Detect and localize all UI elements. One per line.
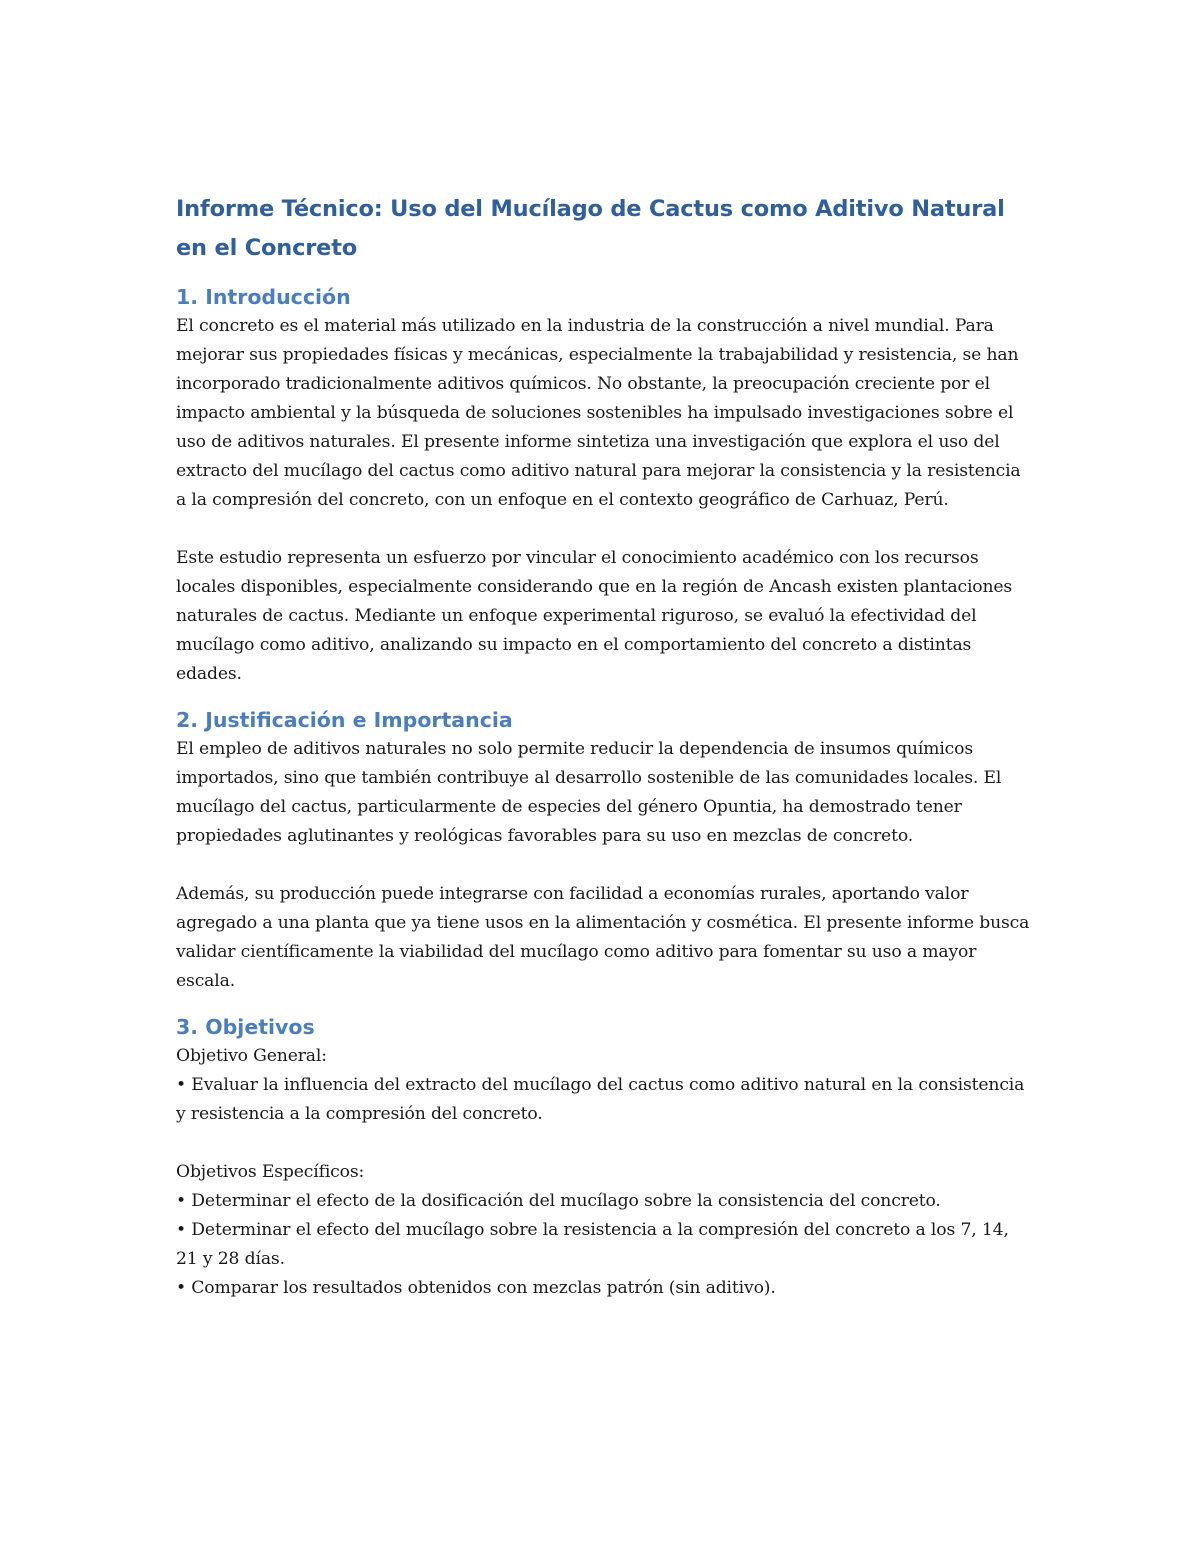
paragraph: El concreto es el material más utilizado en la industria de la construcción a nivel mundial. Para mejorar sus propiedades físicas y mecánicas, especialmente la trabajabilidad y resistencia, se han incorporado tradicionalmente aditivos químicos. No obstante, la preocupación creciente por el impacto ambiental y la búsqueda de soluciones sostenibles ha impulsado investigaciones sobre el uso de aditivos naturales. El presente informe sintetiza una investigación que explora el uso del extracto del mucílago del cactus como aditivo natural para mejorar la consistencia y la resistencia a la compresión del concreto, con un enfoque en el contexto geográfico de Carhuaz, Perú. (176, 316, 1021, 510)
objective-item: • Determinar el efecto del mucílago sobre la resistencia a la compresión del concreto a los 7, 14, 21 y 28 días. (176, 1220, 1009, 1269)
objective-item: • Comparar los resultados obtenidos con mezclas patrón (sin aditivo). (176, 1278, 776, 1298)
paragraph: Además, su producción puede integrarse con facilidad a economías rurales, aportando valor agregado a una planta que ya tiene usos en la alimentación y cosmética. El presente informe busca validar científicamente la viabilidad del mucílago como aditivo para fomentar su uso a mayor escala. (176, 884, 1030, 991)
section-heading-objetivos: 3. Objetivos (176, 1015, 315, 1039)
document-title: Informe Técnico: Uso del Mucílago de Cactus como Aditivo Natural en el Concreto (176, 196, 1005, 261)
section-heading-introduccion: 1. Introducción (176, 285, 351, 309)
paragraph: Este estudio representa un esfuerzo por vincular el conocimiento académico con los recursos locales disponibles, especialmente considerando que en la región de Ancash existen plantaciones naturales de cactus. Mediante un enfoque experimental riguroso, se evaluó la efectividad del mucílago como aditivo, analizando su impacto en el comportamiento del concreto a distintas edades. (176, 548, 1013, 684)
objective-general-label: Objetivo General: (176, 1046, 327, 1066)
objective-specific-label: Objetivos Específicos: (176, 1162, 365, 1182)
objective-item: • Evaluar la influencia del extracto del mucílago del cactus como aditivo natural en la consistencia y resistencia a la compresión del concreto. (176, 1075, 1025, 1124)
document-page (176, 190, 1031, 1303)
paragraph: El empleo de aditivos naturales no solo permite reducir la dependencia de insumos químicos importados, sino que también contribuye al desarrollo sostenible de las comunidades locales. El mucílago del cactus, particularmente de especies del género Opuntia, ha demostrado tener propiedades aglutinantes y reológicas favorables para su uso en mezclas de concreto. (176, 739, 1002, 846)
objective-item: • Determinar el efecto de la dosificación del mucílago sobre la consistencia del concreto. (176, 1191, 941, 1211)
section-heading-justificacion: 2. Justificación e Importancia (176, 708, 513, 732)
